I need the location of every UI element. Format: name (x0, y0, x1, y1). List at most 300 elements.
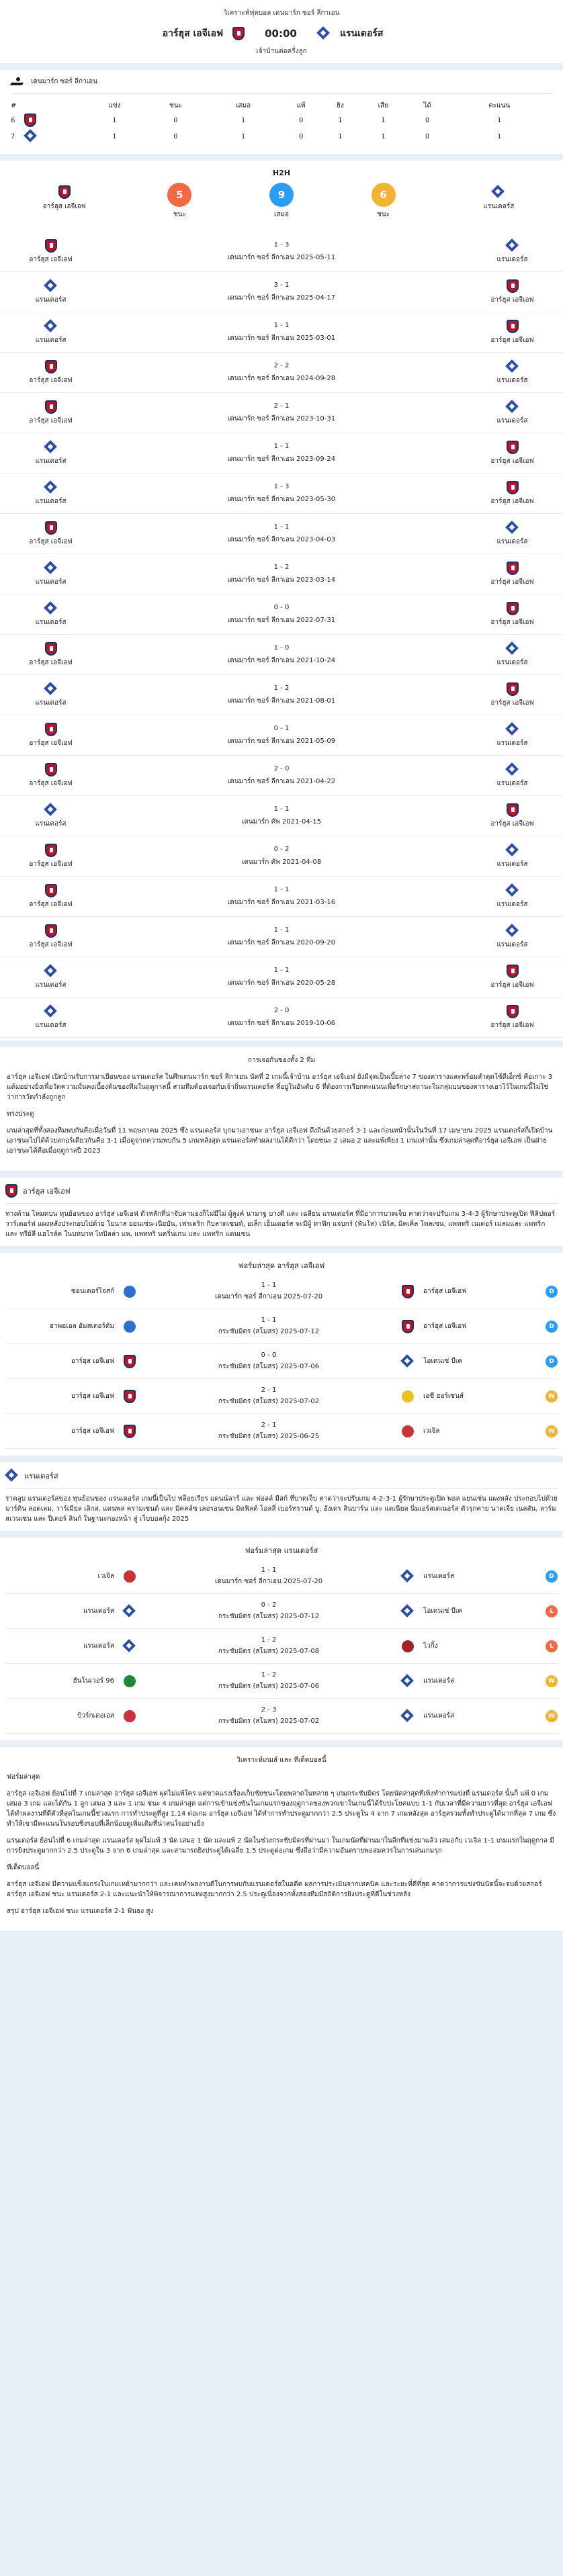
team-crest-icon (124, 1321, 136, 1333)
match-away-name[interactable]: อาร์ฮุส เอจีเอฟ (490, 296, 534, 304)
h2h-match-list (0, 229, 563, 1040)
match-score: 1 - 1 (273, 966, 290, 974)
match-center (96, 523, 467, 545)
table-cell: 1 (241, 132, 246, 140)
form-center (140, 1282, 398, 1302)
away-crest-icon (317, 27, 331, 40)
match-away (467, 400, 558, 426)
match-center (96, 926, 467, 948)
h2h-section (0, 161, 563, 1040)
match-away (467, 602, 558, 627)
home-crest-icon (45, 763, 57, 776)
form-meta: กระชับมิตร (สโมสร) 2025-07-06 (218, 1682, 320, 1690)
away-team-name[interactable]: แรนเดอร์ส (340, 28, 384, 39)
form-away-name[interactable]: โอเดนเซ่ บีเค (423, 1358, 462, 1365)
home-crest-icon (507, 481, 519, 494)
table-cell: 1 (112, 132, 117, 140)
home-form-section (0, 1253, 563, 1456)
table-cell: 1 (112, 116, 117, 124)
home-crest-icon (45, 924, 57, 938)
home-form-list (5, 1274, 558, 1449)
home-crest-icon (45, 642, 57, 656)
form-home-crest (120, 1390, 140, 1403)
match-away-name[interactable]: แรนเดอร์ส (496, 940, 528, 948)
match-away (467, 884, 558, 909)
home-crest-icon (45, 360, 57, 373)
match-home-name[interactable]: แรนเดอร์ส (35, 457, 67, 465)
h2h-home-wins-label: ชนะ (173, 211, 186, 218)
match-meta: เดนมาร์ก ซอร์ ลีกาเอน 2021-04-22 (227, 777, 336, 785)
away-crest-icon (24, 130, 38, 143)
analysis-paragraph: อาร์ฮุส เอจีเอฟ มีความแข็งแกร่งในเกมเหย้ามากกว่า และเคยทำผลงานดีในการพบกับแรนเดอร์สในอดีต ผลการประเมินจากเทคนิค และระยะที่ดีที่สุด คาดว่าการแข่งขันนัดนี้จะจบด้วยสกอร์ อาร์ฮุส เอจีเอฟ ชนะ แรนเดอร์ส 2-1 และแนะนำให้พิจารณาการแทงสูงมากกว่า 2.5 ประตูเนื่องจากทั้งสองทีมมีสถิติการยิงประตูที่ดีในช่วงหลัง (7, 1881, 542, 1898)
h2h-match-row[interactable] (0, 877, 563, 917)
away-crest-icon (506, 844, 519, 857)
match-away (467, 239, 558, 265)
home-crest-icon (5, 1184, 17, 1198)
match-home-name[interactable]: แรนเดอร์ส (35, 296, 67, 304)
match-away-name[interactable]: แรนเดอร์ส (496, 900, 528, 908)
table-header (24, 99, 85, 112)
match-meta: เดนมาร์ก คัพ 2021-04-08 (241, 858, 322, 866)
h2h-match-row[interactable] (0, 715, 563, 756)
match-center (96, 604, 467, 625)
home-crest-icon (124, 1390, 136, 1403)
match-header (0, 0, 563, 63)
home-crest-icon (507, 602, 519, 615)
home-crest-icon (507, 562, 519, 575)
table-row[interactable] (11, 128, 552, 144)
h2h-match-row[interactable] (0, 272, 563, 312)
preview-paragraph: อาร์ฮุส เอจีเอฟ เปิดบ้านรับการมาเยือนของ แรนเดอร์ส ในศึกเดนมาร์ก ซอร์ ลีกาเอน นัดที่ 2 เกมนี้เจ้าบ้าน อาร์ฮุส เอจีเอฟ ยังมีจุดเป็นเบี้ยล่าง 7 ของตารางและพร้อมลำดุดใช้ดีเอ็กซ์ คือเกาะ 3 แต้มอย่างยิ่งเพื่อวัดความมั่นคงเบื้องต้นของทีมในฤดูกาลนี้ สามทีมต้องเจอกับเจ้าถิ่นแรนเดอร์ส ที่อยู่ในอันดับ 6 ที่ต้องการเรียกคะแนนเพื่อรักษาสถานะในกลุ่มบนของตารางเอาไว้ในเกมนี้ไม่ใช่ว่าการวัดกำลังถูกลูก (7, 1073, 553, 1101)
away-crest-icon (506, 239, 519, 253)
standings-table (11, 99, 552, 144)
form-home-name[interactable]: ฮาพอเอล อัมสเตอร์ดัม (49, 1323, 114, 1330)
form-away-name[interactable]: อาร์ฮุส เอจีเอฟ (423, 1323, 467, 1330)
form-center (140, 1386, 398, 1407)
match-home (5, 360, 96, 386)
match-away (467, 763, 558, 789)
match-away-name[interactable]: อาร์ฮุส เอจีเอฟ (490, 497, 534, 505)
match-home-name[interactable]: อาร์ฮุส เอจีเอฟ (29, 779, 73, 787)
form-score: 1 - 1 (261, 1566, 277, 1574)
away-team-title[interactable]: แรนเดอร์ส (24, 1472, 58, 1480)
result-badge: W (546, 1675, 558, 1687)
h2h-away-name[interactable]: แรนเดอร์ส (483, 203, 515, 210)
form-home-crest (120, 1710, 140, 1722)
analysis-paragraph: สรุป อาร์ฮุส เอจีเอฟ ชนะ แรนเดอร์ส 2-1 ฟันธง สูง (7, 1908, 154, 1915)
h2h-match-row[interactable] (0, 796, 563, 836)
match-away (467, 682, 558, 708)
form-away-crest (398, 1709, 418, 1723)
match-away-name[interactable]: อาร์ฮุส เอจีเอฟ (490, 336, 534, 344)
table-cell: 1 (497, 116, 502, 124)
h2h-match-row[interactable] (0, 756, 563, 796)
table-team-cell (24, 112, 85, 128)
form-home-crest (120, 1640, 140, 1653)
match-home-name[interactable]: อาร์ฮุส เอจีเอฟ (29, 940, 73, 948)
match-center (96, 684, 467, 706)
match-score: 1 - 3 (273, 482, 290, 490)
match-home-name[interactable]: แรนเดอร์ส (35, 497, 67, 505)
match-meta: เดนมาร์ก ซอร์ ลีกาเอน 2023-04-03 (227, 535, 336, 543)
form-score: 2 - 1 (261, 1386, 277, 1394)
home-crest-icon (402, 1320, 414, 1333)
table-header: แพ้ (296, 102, 306, 109)
match-away-name[interactable]: แรนเดอร์ส (496, 739, 528, 747)
away-crest-icon (492, 185, 505, 199)
table-cell: 0 (425, 116, 430, 124)
match-home (5, 400, 96, 426)
match-center (96, 362, 467, 384)
away-crest-icon (44, 803, 58, 817)
match-home-name[interactable]: อาร์ฮุส เอจีเอฟ (29, 860, 73, 868)
match-home (5, 803, 96, 829)
h2h-match-row[interactable] (0, 836, 563, 877)
team-crest-icon (124, 1286, 136, 1298)
h2h-match-row[interactable] (0, 635, 563, 675)
away-team-info (0, 1462, 563, 1531)
form-row[interactable] (5, 1379, 558, 1414)
result-badge: W (546, 1425, 558, 1437)
match-score: 1 - 2 (273, 563, 290, 571)
h2h-home-wins: 5 (167, 183, 191, 207)
h2h-draws-label: เสมอ (273, 211, 290, 218)
form-home-name[interactable]: อาร์ฮุส เอจีเอฟ (71, 1358, 114, 1365)
match-center (96, 967, 467, 988)
match-home (5, 723, 96, 748)
form-score: 1 - 1 (261, 1316, 277, 1324)
away-crest-icon (506, 924, 519, 938)
form-home-name[interactable]: บิวร์กเดอเอส (77, 1712, 114, 1720)
match-center (96, 765, 467, 787)
table-team-cell (24, 128, 85, 144)
league-name[interactable]: เดนมาร์ก ซอร์ ลีกาเอน (31, 78, 97, 85)
form-score: 0 - 2 (261, 1601, 277, 1609)
table-cell: 0 (298, 132, 304, 140)
away-crest-icon (44, 602, 58, 615)
match-away (467, 965, 558, 990)
form-score: 0 - 0 (261, 1351, 277, 1359)
form-meta: เดนมาร์ก ซอร์ ลีกาเอน 2025-07-20 (214, 1292, 323, 1300)
away-crest-icon (44, 441, 58, 454)
form-center (140, 1566, 398, 1587)
away-crest-icon (44, 320, 58, 333)
table-cell: 1 (241, 116, 246, 124)
match-meta: เดนมาร์ก ซอร์ ลีกาเอน 2023-03-14 (227, 576, 336, 584)
home-team-title[interactable]: อาร์ฮุส เอจีเอฟ (23, 1187, 71, 1196)
form-away-crest (398, 1570, 418, 1583)
match-home-name[interactable]: อาร์ฮุส เอจีเอฟ (29, 900, 73, 908)
away-crest-icon (123, 1605, 136, 1618)
h2h-match-row[interactable] (0, 917, 563, 957)
h2h-draws: 9 (269, 183, 294, 207)
match-score: 1 - 1 (273, 926, 290, 934)
match-home (5, 602, 96, 627)
match-home-name[interactable]: แรนเดอร์ส (35, 336, 67, 344)
match-away-name[interactable]: แรนเดอร์ส (496, 658, 528, 666)
table-header: # (11, 102, 17, 109)
form-away-name[interactable]: แรนเดอร์ส (423, 1677, 455, 1685)
match-score: 1 - 1 (273, 885, 290, 893)
table-header: คะแนน (488, 102, 511, 109)
match-score: 1 - 1 (273, 442, 290, 450)
analysis-title: วิเคราะห์เกมส์ และ ทีเด็ดบอลนี้ (236, 1757, 327, 1764)
away-crest-icon (506, 642, 519, 656)
form-row[interactable] (5, 1594, 558, 1629)
preview-title: การเจอกันของทั้ง 2 ทีม (247, 1057, 316, 1064)
match-score: 2 - 2 (273, 361, 290, 369)
form-score: 1 - 2 (261, 1671, 277, 1679)
home-crest-icon (507, 441, 519, 454)
home-crest-icon (24, 114, 36, 127)
form-row[interactable] (5, 1629, 558, 1664)
form-away-name[interactable]: แรนเดอร์ส (423, 1712, 455, 1720)
form-center (140, 1636, 398, 1656)
form-home-crest (120, 1355, 140, 1368)
match-away-name[interactable]: อาร์ฮุส เอจีเอฟ (490, 618, 534, 626)
match-away-name[interactable]: อาร์ฮุส เอจีเอฟ (490, 819, 534, 828)
result-badge: D (546, 1356, 558, 1368)
match-center (96, 241, 467, 263)
match-center (96, 725, 467, 746)
match-meta: เดนมาร์ก ซอร์ ลีกาเอน 2025-04-17 (227, 294, 336, 302)
match-score: 2 - 1 (273, 402, 290, 410)
match-away (467, 320, 558, 345)
analysis-heading: ฟอร์มล่าสุด (7, 1773, 40, 1781)
match-score: 0 - 1 (273, 724, 290, 732)
home-crest-icon (507, 1005, 519, 1018)
match-meta: เดนมาร์ก ซอร์ ลีกาเอน 2023-10-31 (227, 414, 336, 423)
form-row[interactable] (5, 1559, 558, 1594)
match-away-name[interactable]: แรนเดอร์ส (496, 255, 528, 263)
match-home-name[interactable]: แรนเดอร์ส (35, 981, 67, 989)
match-away-name[interactable]: อาร์ฮุส เอจีเอฟ (490, 457, 534, 465)
match-home-name[interactable]: แรนเดอร์ส (35, 618, 67, 626)
form-home-name[interactable]: แรนเดอร์ส (83, 1607, 114, 1615)
form-home-name[interactable]: ฮันโนเวอร์ 96 (73, 1677, 114, 1685)
form-row[interactable] (5, 1274, 558, 1309)
form-away-crest (398, 1425, 418, 1437)
form-home-name[interactable]: ซอนเดอร์ไจสก์ (71, 1288, 114, 1295)
match-home (5, 763, 96, 789)
h2h-match-row[interactable] (0, 393, 563, 433)
form-home-crest (120, 1425, 140, 1438)
match-away-name[interactable]: อาร์ฮุส เอจีเอฟ (490, 699, 534, 707)
team-crest-icon (402, 1425, 414, 1437)
home-crest-icon (507, 965, 519, 978)
form-home-name[interactable]: อาร์ฮุส เอจีเอฟ (71, 1427, 114, 1435)
match-home (5, 279, 96, 305)
h2h-match-row[interactable] (0, 957, 563, 997)
match-away (467, 1005, 558, 1030)
form-meta: กระชับมิตร (สโมสร) 2025-07-02 (218, 1397, 320, 1405)
match-meta: เดนมาร์ก ซอร์ ลีกาเอน 2025-05-11 (227, 253, 336, 261)
match-score: 1 - 0 (273, 643, 290, 652)
result-badge: L (546, 1640, 558, 1652)
table-cell: 1 (381, 116, 386, 124)
match-meta: เดนมาร์ก ซอร์ ลีกาเอน 2021-10-24 (227, 656, 336, 664)
form-row[interactable] (5, 1414, 558, 1449)
match-score: 1 - 1 (273, 805, 290, 813)
away-crest-icon (44, 279, 58, 293)
match-meta: เดนมาร์ก ซอร์ ลีกาเอน 2022-07-31 (227, 616, 336, 624)
home-crest-icon (402, 1285, 414, 1298)
match-score: 0 - 0 (273, 603, 290, 611)
h2h-match-row[interactable] (0, 312, 563, 353)
form-score: 2 - 1 (261, 1421, 277, 1429)
match-away-name[interactable]: แรนเดอร์ส (496, 779, 528, 787)
match-away-name[interactable]: แรนเดอร์ส (496, 860, 528, 868)
h2h-match-row[interactable] (0, 474, 563, 514)
away-crest-icon (401, 1355, 415, 1368)
match-away-name[interactable]: อาร์ฮุส เอจีเอฟ (490, 578, 534, 586)
form-meta: กระชับมิตร (สโมสร) 2025-07-08 (218, 1647, 320, 1655)
match-away-name[interactable]: อาร์ฮุส เอจีเอฟ (490, 981, 534, 989)
away-crest-icon (506, 400, 519, 414)
away-form-section (0, 1538, 563, 1740)
match-meta: เดนมาร์ก ซอร์ ลีกาเอน 2024-09-28 (227, 374, 336, 382)
form-row[interactable] (5, 1664, 558, 1699)
match-meta: เดนมาร์ก ซอร์ ลีกาเอน 2023-05-30 (227, 495, 336, 503)
table-cell: 1 (338, 116, 343, 124)
h2h-away-wins-label: ชนะ (377, 211, 390, 218)
table-cell: 7 (11, 132, 15, 140)
match-away-name[interactable]: แรนเดอร์ส (496, 537, 528, 545)
form-row[interactable] (5, 1309, 558, 1344)
match-home (5, 965, 96, 990)
table-cell: 1 (338, 132, 343, 140)
form-center (140, 1671, 398, 1691)
form-row[interactable] (5, 1344, 558, 1379)
match-home (5, 239, 96, 265)
h2h-match-row[interactable] (0, 675, 563, 715)
home-crest-icon (45, 521, 57, 535)
match-home (5, 924, 96, 950)
away-crest-icon (506, 884, 519, 897)
home-team-description: ทางด้าน โหมดบน ทุนย้อนของ อาร์ฮุส เอจีเอฟ ตัวหลักที่น่าจับตามองก็ไม่มีไม่ ผู้สูงค์ นามาฐ บางดี และ เฉลียน แรนเดอร์ส ที่มีอาการบาดเจ็บ คาดว่าจะปรับเกม 3-4-3 ผู้รักษาประตูเปิด ฟิลิปดอร์ วาร์เดอร์ฟ แผงหลังประกอบไปด้วย โยนาส ยอนเซ่น-เนียบัน, เฟรเดริก กิบลาดเซนท์, อเล็ก เฮ็นเดอร์ส จะมีผู้ ทาฟิก แจบกร์ (พันโท) เนิร์ส, มิคเคิ่ล โพลเซน, แพททริ เนเดอร์ เมลมและ แพทริก และ ทรีย์ลี แฮโรล์ด ในบทบาท ไทปิลล่า แพ, แพททริ นคริ่นเกน และ แพทริก แดนเซน (5, 1210, 556, 1238)
table-cell: 1 (381, 132, 386, 140)
match-meta: เดนมาร์ก ซอร์ ลีกาเอน 2021-05-09 (227, 737, 336, 745)
match-score: 1 - 3 (273, 240, 290, 249)
match-center (96, 1007, 467, 1028)
match-home-name[interactable]: อาร์ฮุส เอจีเอฟ (29, 739, 73, 747)
form-away-name[interactable]: เอซี ฮอร์เซนส์ (423, 1392, 464, 1400)
match-away (467, 723, 558, 748)
result-badge: W (546, 1390, 558, 1403)
form-away-name[interactable]: เวเจิล (423, 1427, 440, 1435)
league-logo-icon (11, 77, 26, 87)
match-home-name[interactable]: แรนเดอร์ส (35, 819, 67, 828)
form-away-name[interactable]: แรนเดอร์ส (423, 1572, 455, 1580)
match-home-name[interactable]: แรนเดอร์ส (35, 699, 67, 707)
h2h-match-row[interactable] (0, 594, 563, 635)
match-home (5, 521, 96, 547)
away-crest-icon (401, 1675, 415, 1688)
result-badge: D (546, 1321, 558, 1333)
h2h-home-name[interactable]: อาร์ฮุส เอจีเอฟ (42, 203, 86, 210)
table-cell: 0 (425, 132, 430, 140)
form-away-name[interactable]: โอเดนเซ่ บีเค (423, 1607, 462, 1615)
match-away (467, 803, 558, 829)
form-center (140, 1706, 398, 1726)
form-score: 1 - 2 (261, 1636, 277, 1644)
form-home-crest (120, 1570, 140, 1583)
match-home-name[interactable]: อาร์ฮุส เอจีเอฟ (29, 376, 73, 384)
away-form-list (5, 1559, 558, 1734)
league-table-section (0, 70, 563, 154)
form-away-name[interactable]: อาร์ฮุส เอจีเอฟ (423, 1288, 467, 1295)
match-score: 1 - 1 (273, 523, 290, 531)
h2h-match-row[interactable] (0, 997, 563, 1038)
match-away-name[interactable]: อาร์ฮุส เอจีเอฟ (490, 1021, 534, 1029)
form-away-name[interactable]: ไวกิ้ง (423, 1642, 438, 1650)
match-meta: เดนมาร์ก ซอร์ ลีกาเอน 2025-03-01 (227, 334, 336, 342)
match-home-name[interactable]: อาร์ฮุส เอจีเอฟ (29, 658, 73, 666)
match-center (96, 805, 467, 827)
form-home-name[interactable]: แรนเดอร์ส (83, 1642, 114, 1650)
h2h-match-row[interactable] (0, 353, 563, 393)
form-meta: กระชับมิตร (สโมสร) 2025-07-06 (218, 1362, 320, 1370)
home-team-info (0, 1178, 563, 1246)
team-crest-icon (124, 1710, 136, 1722)
match-center (96, 886, 467, 907)
match-center (96, 322, 467, 343)
table-header: ได้ (423, 102, 431, 109)
home-team-name[interactable]: อาร์ฮุส เอจีเอฟ (162, 28, 223, 39)
h2h-match-row[interactable] (0, 514, 563, 554)
form-away-crest (398, 1320, 418, 1333)
match-home-name[interactable]: แรนเดอร์ส (35, 578, 67, 586)
h2h-match-row[interactable] (0, 554, 563, 594)
form-meta: เดนมาร์ก ซอร์ ลีกาเอน 2025-07-20 (214, 1577, 323, 1585)
form-row[interactable] (5, 1699, 558, 1734)
form-away-crest (398, 1355, 418, 1368)
match-home-name[interactable]: อาร์ฮุส เอจีเอฟ (29, 416, 73, 425)
form-home-name[interactable]: เวเจิล (97, 1572, 114, 1580)
match-home-name[interactable]: แรนเดอร์ส (35, 1021, 67, 1029)
home-crest-icon (507, 682, 519, 696)
table-cell: 1 (497, 132, 502, 140)
away-crest-icon (44, 481, 58, 494)
table-cell: 0 (173, 132, 178, 140)
match-center (96, 443, 467, 464)
match-center (96, 281, 467, 303)
match-home-name[interactable]: อาร์ฮุส เอจีเอฟ (29, 255, 73, 263)
home-crest-icon (232, 27, 245, 40)
match-score: 00:00 (265, 28, 297, 40)
match-away-name[interactable]: แรนเดอร์ส (496, 416, 528, 425)
match-home-name[interactable]: อาร์ฮุส เอจีเอฟ (29, 537, 73, 545)
home-crest-icon (507, 803, 519, 817)
match-home (5, 441, 96, 466)
h2h-match-row[interactable] (0, 433, 563, 474)
match-meta: เดนมาร์ก ซอร์ ลีกาเอน 2019-10-06 (227, 1019, 336, 1027)
form-home-name[interactable]: อาร์ฮุส เอจีเอฟ (71, 1392, 114, 1400)
table-row[interactable] (11, 112, 552, 128)
handicap-status: เจ้าบ้านต่อครึ่งลูก (256, 48, 307, 55)
match-meta: เดนมาร์ก ซอร์ ลีกาเอน 2021-08-01 (227, 697, 336, 705)
match-score: 2 - 0 (273, 1006, 290, 1014)
table-header: ชนะ (169, 102, 182, 109)
match-meta: เดนมาร์ก คัพ 2021-04-15 (241, 817, 322, 826)
match-home (5, 884, 96, 909)
match-away-name[interactable]: แรนเดอร์ส (496, 376, 528, 384)
form-home-crest (120, 1605, 140, 1618)
h2h-match-row[interactable] (0, 232, 563, 272)
form-away-crest (398, 1390, 418, 1403)
form-away-crest (398, 1675, 418, 1688)
table-header: เสีย (378, 102, 388, 109)
